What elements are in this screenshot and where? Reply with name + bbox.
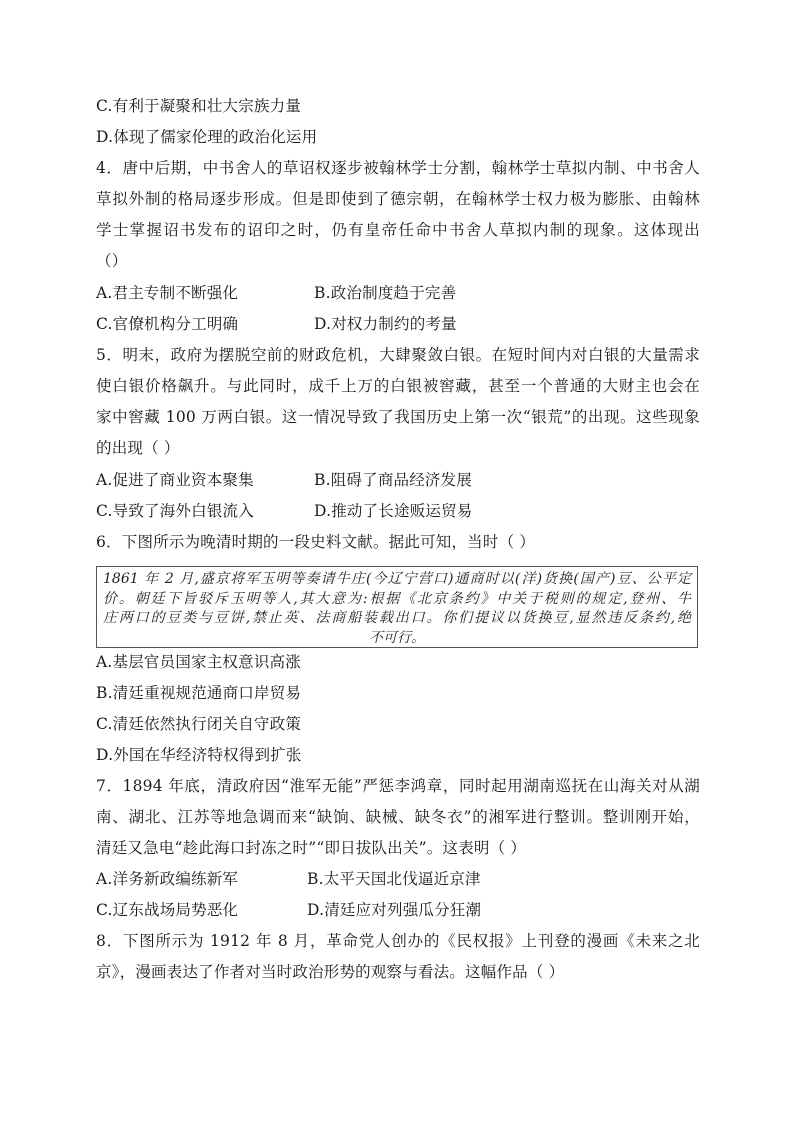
q4-option-c: C.官僚机构分工明确 [96, 315, 239, 333]
q5-option-c: C.导致了海外白银流入 [96, 502, 254, 520]
q4-stem-line-3: 学士掌握诏书发布的诏印之时，仍有皇帝任命中书舍人草拟内制的现象。这体现出 [96, 221, 700, 239]
q6-option-c: C.清廷依然执行闭关自守政策 [96, 715, 302, 733]
q4-option-b: B.政治制度趋于完善 [314, 284, 457, 302]
q6-source-line-4: 不可行。 [369, 629, 425, 646]
q4-options-row-1 [96, 283, 456, 303]
q6-option-a: A.基层官员国家主权意识高涨 [96, 653, 301, 671]
q5-options-row-2 [96, 501, 473, 521]
q7-option-c: C.辽东战场局势恶化 [96, 901, 239, 919]
q5-stem-line-1: 5．明末，政府为摆脱空前的财政危机，大肆聚敛白银。在短时间内对白银的大量需求 [96, 346, 700, 364]
q5-options-row-1 [96, 470, 472, 490]
q7-stem-line-2: 南、湖北、江苏等地急调而来“缺饷、缺械、缺冬衣”的湘军进行整训。整训刚开始， [96, 808, 700, 826]
q7-option-b: B.太平天国北伐逼近京津 [307, 870, 481, 888]
q8-stem-line-1: 8．下图所示为 1912 年 8 月，革命党人创办的《民权报》上刊登的漫画《未来之北 [96, 932, 700, 950]
q4-options-row-2 [96, 314, 457, 334]
q6-source-line-1: 1861 年 2 月,盛京将军玉明等奏请牛庄(今辽宁营口)通商时以(洋)货换(国产)豆、公平定 [103, 571, 691, 587]
q6-source-line-3: 庄两口的豆类与豆饼,禁止英、法商船装载出口。你们提议以货换豆,显然违反条约,绝 [103, 610, 691, 626]
q7-option-d: D.清廷应对列强瓜分狂潮 [307, 901, 482, 919]
q4-stem-line-4: （） [96, 252, 128, 270]
q4-stem-line-1: 4．唐中后期，中书舍人的草诏权逐步被翰林学士分割，翰林学士草拟内制、中书舍人 [96, 159, 700, 177]
q6-stem: 6．下图所示为晚清时期的一段史料文献。据此可知，当时（ ） [96, 533, 536, 551]
q6-source-line-2: 价。朝廷下旨驳斥玉明等人,其大意为:根据《北京条约》中关于税则的规定,登州、牛 [103, 590, 691, 607]
q4-option-a: A.君主专制不断强化 [96, 284, 239, 302]
q4-stem-line-2: 草拟外制的格局逐步形成。但是即使到了德宗朝，在翰林学士权力极为膨胀、由翰林 [96, 190, 700, 208]
q5-option-d: D.推动了长途贩运贸易 [314, 502, 473, 520]
q8-stem-line-2: 京》，漫画表达了作者对当时政治形势的观察与看法。这幅作品（ ） [96, 963, 565, 981]
q7-stem-line-3: 清廷又急电“趁此海口封冻之时”“即日拔队出关”。这表明（ ） [96, 839, 527, 857]
q7-options-row-1 [96, 869, 481, 889]
q5-option-b: B.阻碍了商品经济发展 [314, 471, 473, 489]
q4-option-d: D.对权力制约的考量 [314, 315, 457, 333]
q5-stem-line-3: 家中窖藏 100 万两白银。这一情况导致了我国历史上第一次“银荒”的出现。这些现象 [96, 408, 700, 426]
q3-option-c: C.有利于凝聚和壮大宗族力量 [96, 97, 302, 115]
q5-stem-line-4: 的出现（ ） [96, 439, 180, 457]
q7-stem-line-1: 7．1894 年底，清政府因“淮军无能”严惩李鸿章，同时起用湖南巡抚在山海关对从湖 [96, 777, 700, 795]
q6-option-d: D.外国在华经济特权得到扩张 [96, 746, 302, 764]
q6-source-document-box [96, 566, 698, 648]
q7-options-row-2 [96, 900, 481, 920]
q7-option-a: A.洋务新政编练新军 [96, 870, 239, 888]
q3-option-d: D.体现了儒家伦理的政治化运用 [96, 128, 318, 146]
q6-option-b: B.清廷重视规范通商口岸贸易 [96, 684, 302, 702]
q5-option-a: A.促进了商业资本聚集 [96, 471, 254, 489]
q5-stem-line-2: 使白银价格飙升。与此同时，成千上万的白银被窖藏，甚至一个普通的大财主也会在 [96, 377, 700, 395]
